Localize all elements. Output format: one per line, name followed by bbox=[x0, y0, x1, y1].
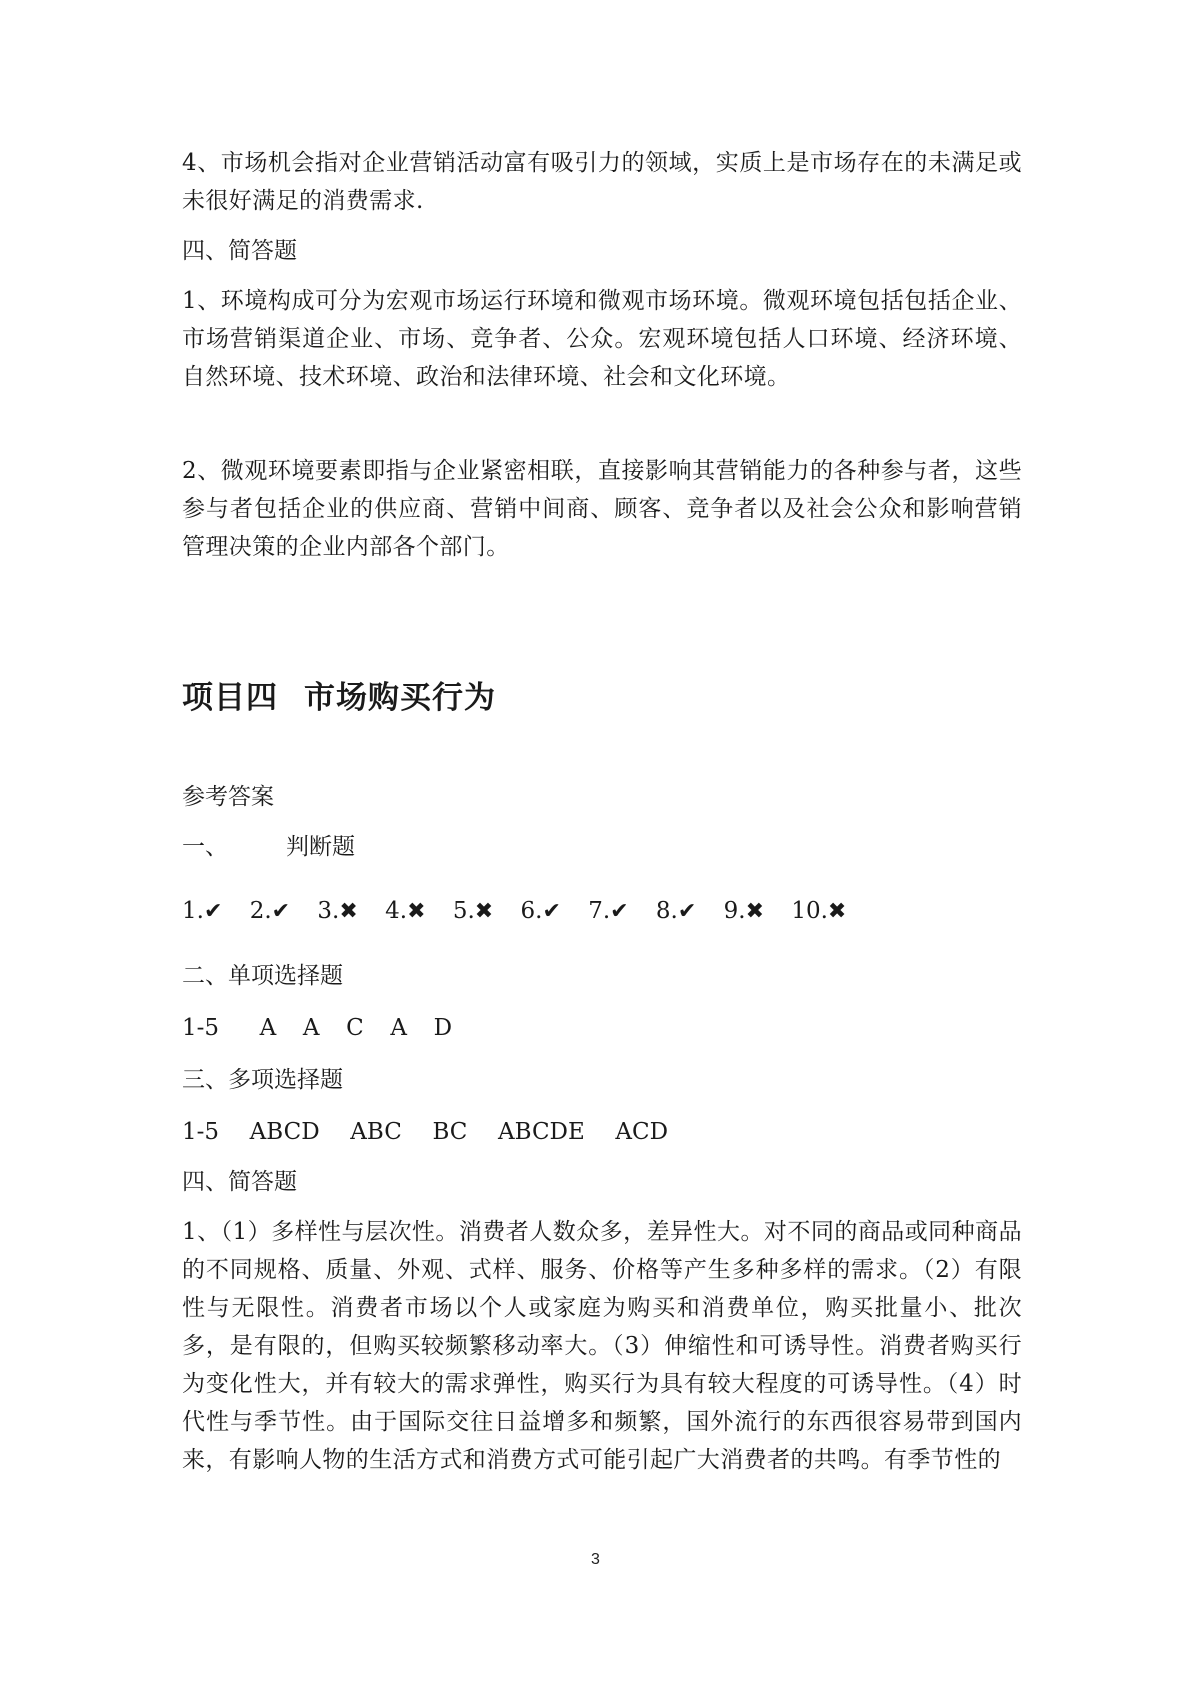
single-choice-answer: A bbox=[390, 1015, 408, 1041]
check-mark-icon: ✔ bbox=[203, 899, 223, 924]
single-choice-range: 1-5 bbox=[182, 1015, 220, 1041]
multi-choice-heading: 三、多项选择题 bbox=[182, 1067, 343, 1093]
prev-short-answer-2: 2、微观环境要素即指与企业紧密相联，直接影响其营销能力的各种参与者，这些参与者包括企业的供应商、营销中间商、顾客、竞争者以及社会公众和影响营销管理决策的企业内部各个部门。 bbox=[182, 458, 1022, 560]
prev-short-answer-1: 1、环境构成可分为宏观市场运行环境和微观市场环境。微观环境包括包括企业、市场营销渠道企业、市场、竞争者、公众。宏观环境包括人口环境、经济环境、自然环境、技术环境、政治和法律环境、社会和文化环境。 bbox=[182, 288, 1022, 390]
judgement-answer: 2.✔ bbox=[249, 898, 291, 924]
short-answer-heading: 四、简答题 bbox=[182, 1169, 297, 1195]
reference-answer-label: 参考答案 bbox=[182, 784, 274, 810]
judgement-answer: 8.✔ bbox=[655, 898, 697, 924]
project-title bbox=[182, 676, 1022, 720]
project-number: 项目四 bbox=[182, 680, 278, 716]
judgement-answer: 5.✖ bbox=[452, 898, 494, 924]
single-choice-answer: A bbox=[259, 1015, 277, 1041]
single-choice-answer: A bbox=[302, 1015, 320, 1041]
multi-choice-answer: BC bbox=[432, 1119, 468, 1145]
cross-mark-icon: ✖ bbox=[407, 899, 426, 924]
cross-mark-icon: ✖ bbox=[745, 899, 765, 924]
page-content bbox=[182, 144, 1022, 1479]
cross-mark-icon: ✖ bbox=[474, 899, 494, 924]
judgement-answer: 4.✖ bbox=[385, 898, 426, 924]
multi-choice-answer: ABCDE bbox=[498, 1119, 585, 1145]
cross-mark-icon: ✖ bbox=[339, 899, 358, 924]
multi-choice-answer: ABCD bbox=[249, 1119, 320, 1145]
judgement-answer: 6.✔ bbox=[520, 898, 561, 924]
judgement-answer: 3.✖ bbox=[317, 898, 358, 924]
judgement-answers bbox=[182, 892, 1022, 931]
judgement-answer: 1.✔ bbox=[182, 898, 223, 924]
single-choice-answer: C bbox=[346, 1015, 364, 1041]
cross-mark-icon: ✖ bbox=[827, 899, 847, 924]
check-mark-icon: ✔ bbox=[677, 899, 697, 924]
multi-choice-range: 1-5 bbox=[182, 1119, 220, 1145]
check-mark-icon: ✔ bbox=[271, 899, 291, 924]
prev-item-4: 4、市场机会指对企业营销活动富有吸引力的领域，实质上是市场存在的未满足或未很好满足的消费需求. bbox=[182, 150, 1022, 214]
single-choice-answer: D bbox=[433, 1015, 453, 1041]
check-mark-icon: ✔ bbox=[542, 899, 561, 924]
judgement-answer: 7.✔ bbox=[588, 898, 629, 924]
judgement-answer: 10.✖ bbox=[791, 898, 847, 924]
single-choice-heading: 二、单项选择题 bbox=[182, 963, 343, 989]
single-choice-answers bbox=[182, 1009, 1022, 1047]
project-name: 市场购买行为 bbox=[304, 680, 496, 716]
judgement-heading-num: 一、 bbox=[182, 834, 228, 860]
multi-choice-answer: ACD bbox=[615, 1119, 669, 1145]
judgement-heading bbox=[182, 828, 1022, 866]
short-answer-1: 1、（1）多样性与层次性。消费者人数众多，差异性大。对不同的商品或同种商品的不同规格、质量、外观、式样、服务、价格等产生多种多样的需求。（2）有限性与无限性。消费者市场以个人或家庭为购买和消费单位，购买批量小、批次多，是有限的，但购买较频繁移动率大。（3）伸缩性和可诱导性。消费者购买行为变化性大，并有较大的需求弹性，购买行为具有较大程度的可诱导性。（4）时代性与季节性。由于国际交往日益增多和频繁，国外流行的东西很容易带到国内来，有影响人物的生活方式和消费方式可能引起广大消费者的共鸣。有季节性的 bbox=[182, 1219, 1022, 1473]
page-number: 3 bbox=[591, 1551, 600, 1568]
multi-choice-answer: ABC bbox=[350, 1119, 402, 1145]
prev-short-answer-heading: 四、简答题 bbox=[182, 238, 297, 264]
judgement-answer: 9.✖ bbox=[723, 898, 765, 924]
judgement-heading-text: 判断题 bbox=[286, 834, 355, 860]
multi-choice-answers bbox=[182, 1113, 1022, 1151]
check-mark-icon: ✔ bbox=[610, 899, 629, 924]
